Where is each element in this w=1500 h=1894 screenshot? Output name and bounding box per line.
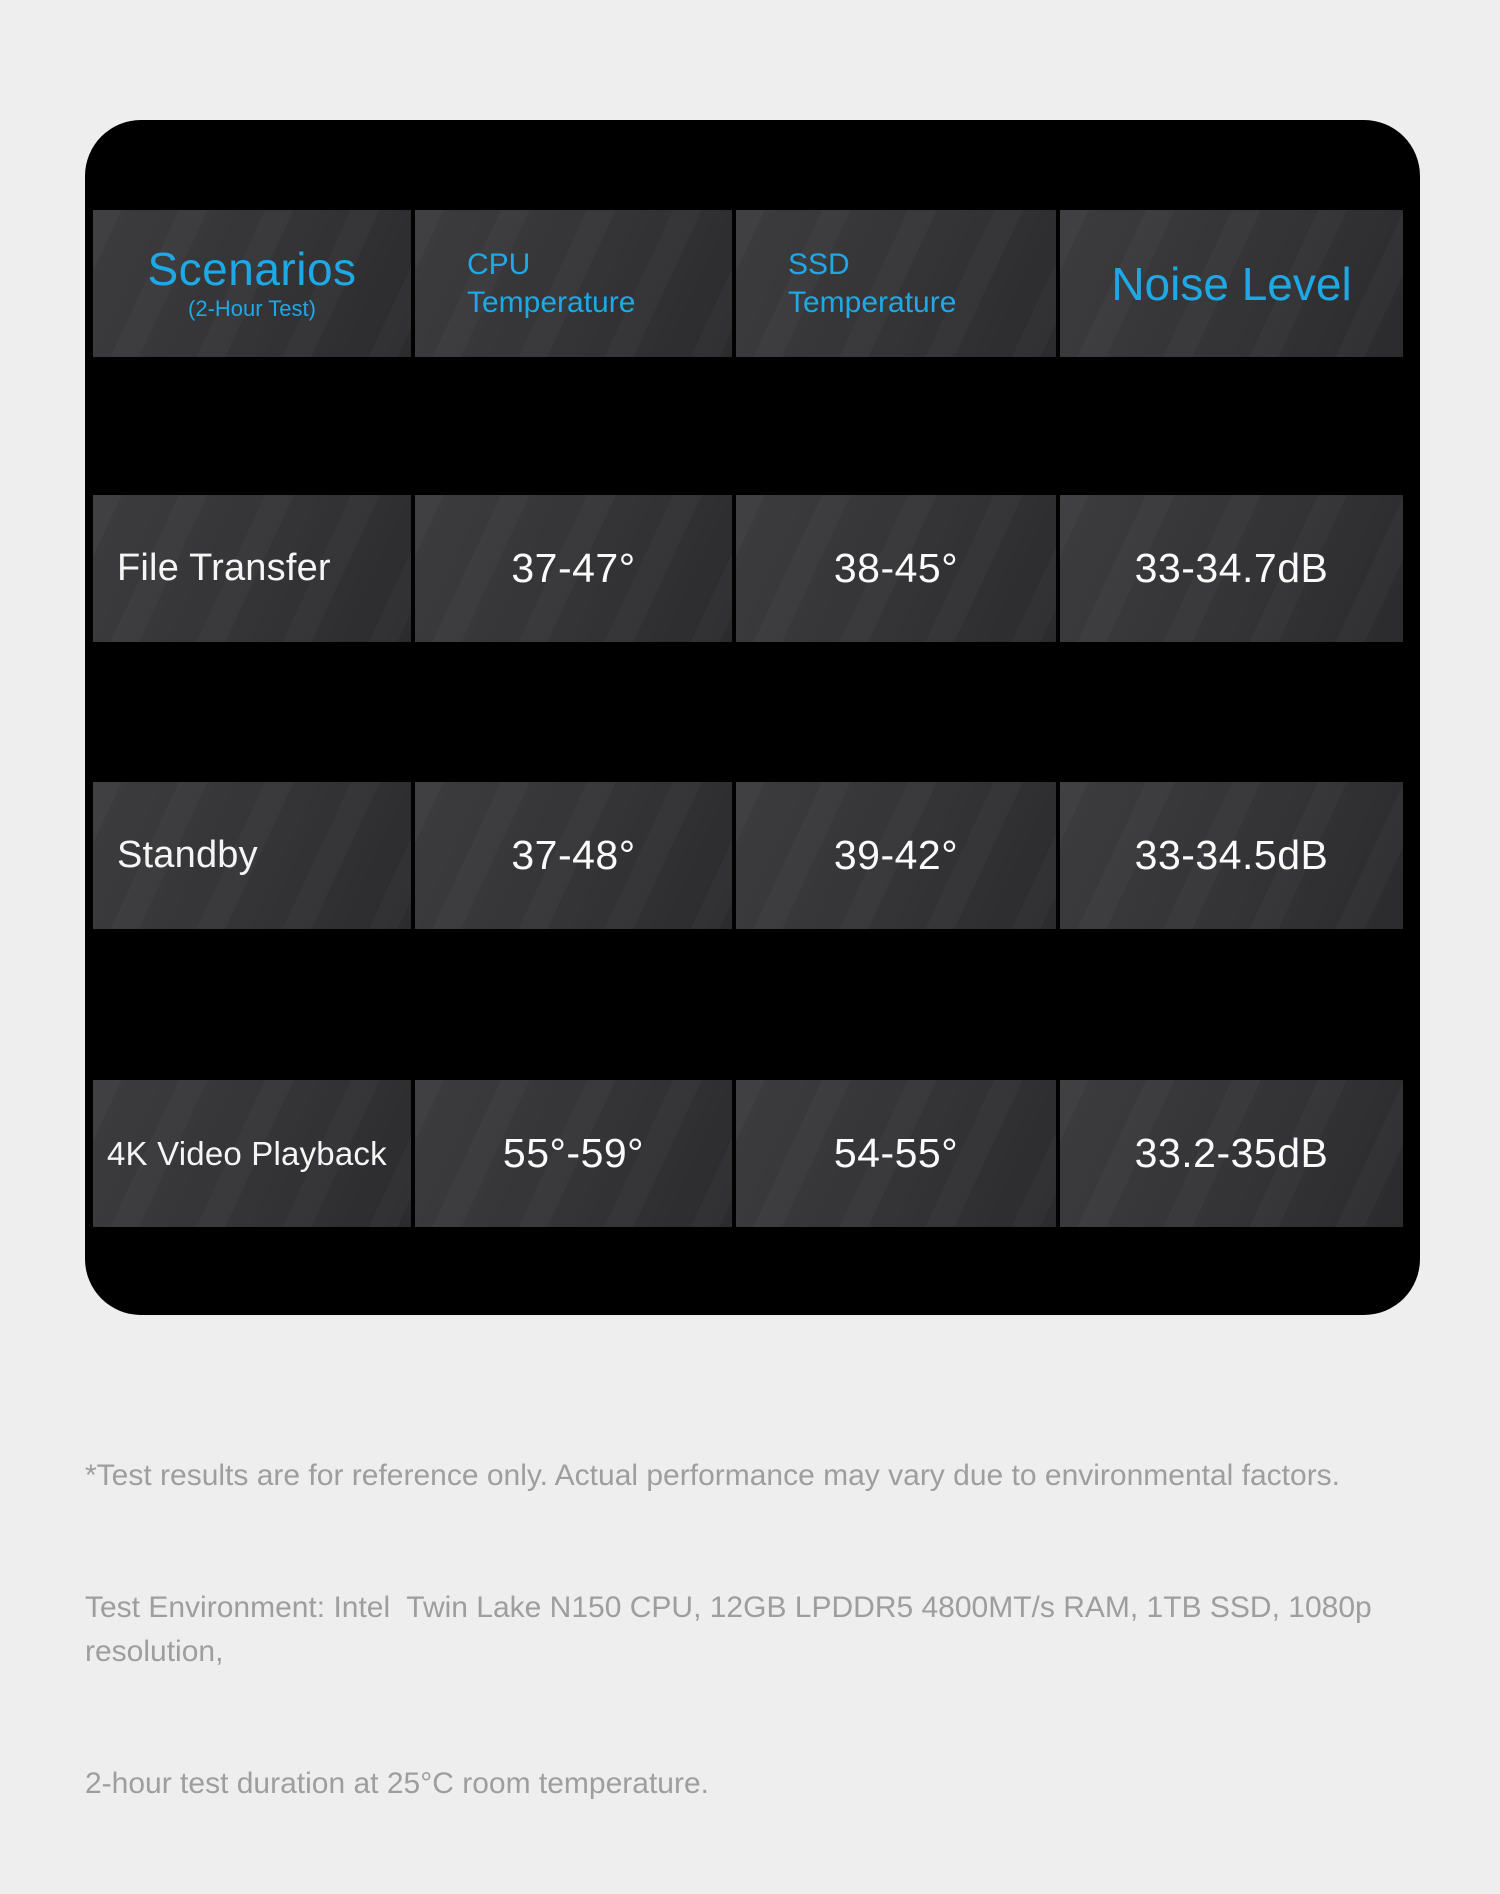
noise-value: 33-34.7dB <box>1134 545 1329 591</box>
header-cell-ssd-temperature <box>736 210 1056 357</box>
cpu-header-line2: Temperature <box>467 285 636 319</box>
ssd-header-line1: SSD <box>788 248 850 281</box>
cpu-temp-cell <box>415 495 732 642</box>
noise-value: 33-34.5dB <box>1134 832 1329 878</box>
noise-cell <box>1060 782 1403 929</box>
scenario-label: 4K Video Playback <box>107 1134 387 1172</box>
ssd-temp-value: 39-42° <box>833 832 959 878</box>
cpu-temp-cell <box>415 782 732 929</box>
scenarios-subtitle: (2-Hour Test) <box>188 295 316 321</box>
table-header-row <box>93 210 1403 357</box>
ssd-temp-cell <box>736 495 1056 642</box>
scenario-cell <box>93 782 411 929</box>
test-results-panel <box>85 120 1420 1315</box>
noise-value: 33.2-35dB <box>1134 1130 1329 1176</box>
ssd-header-line2: Temperature <box>788 285 957 319</box>
header-cell-scenarios <box>93 210 411 357</box>
scenario-label: Standby <box>117 834 258 876</box>
noise-header: Noise Level <box>1111 257 1352 310</box>
noise-cell <box>1060 1080 1403 1227</box>
header-cell-noise-level <box>1060 210 1403 357</box>
footnote-line-3: 2-hour test duration at 25°C room temperature. <box>85 1767 709 1800</box>
ssd-temp-value: 54-55° <box>833 1130 959 1176</box>
cpu-temp-value: 37-48° <box>511 832 636 878</box>
header-cell-cpu-temperature <box>415 210 732 357</box>
scenario-cell <box>93 495 411 642</box>
table-row-standby <box>93 782 1403 929</box>
noise-cell <box>1060 495 1403 642</box>
scenario-label: File Transfer <box>117 547 331 589</box>
ssd-temp-value: 38-45° <box>833 545 959 591</box>
cpu-temp-value: 37-47° <box>511 545 636 591</box>
footnote-line-2: Test Environment: Intel Twin Lake N150 CPU, 12GB LPDDR5 4800MT/s RAM, 1TB SSD, 1080p resolution, <box>85 1591 1381 1668</box>
scenario-cell <box>93 1080 411 1227</box>
table-row-4k-video-playback <box>93 1080 1403 1227</box>
ssd-temp-cell <box>736 1080 1056 1227</box>
footnote <box>85 1366 1445 1894</box>
scenarios-title: Scenarios <box>147 243 357 296</box>
table-row-file-transfer <box>93 495 1403 642</box>
cpu-header-line1: CPU <box>467 248 531 281</box>
footnote-line-1: *Test results are for reference only. Actual performance may vary due to environmental factors. <box>85 1459 1341 1492</box>
cpu-temp-value: 55°-59° <box>502 1130 645 1176</box>
ssd-temp-cell <box>736 782 1056 929</box>
cpu-temp-cell <box>415 1080 732 1227</box>
